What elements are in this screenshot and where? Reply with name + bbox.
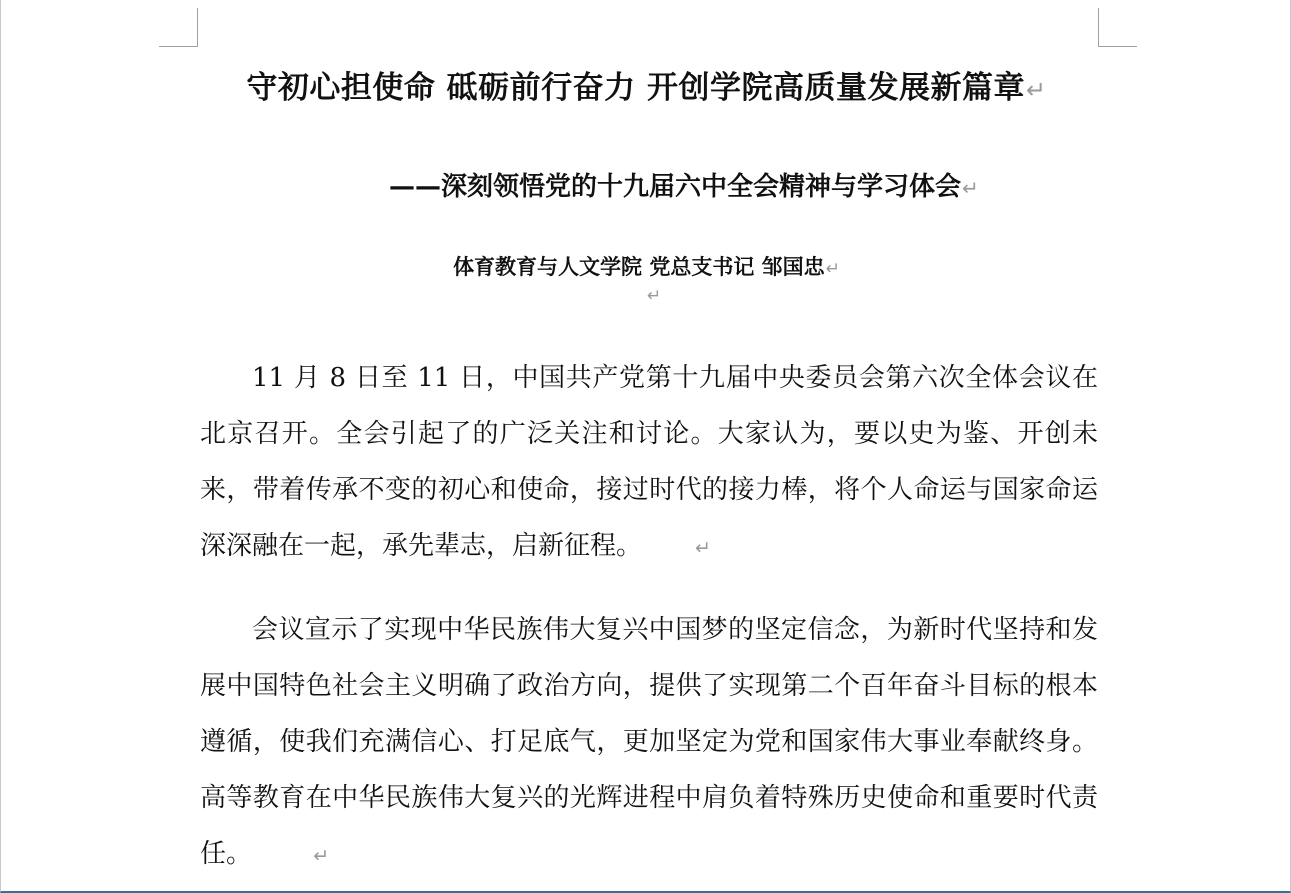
paragraph-mark-icon: ↵ [647,286,662,306]
paragraph-mark-icon: ↵ [825,259,840,279]
subtitle-text: ——深刻领悟党的十九届六中全会精神与学习体会 [389,172,962,202]
empty-paragraph[interactable] [646,286,661,306]
paragraph-mark-icon: ↵ [695,537,711,559]
paragraph-mark-icon: ↵ [1025,76,1047,104]
document-title[interactable] [1,62,1291,107]
paragraph-mark-icon: ↵ [962,176,979,200]
author-text: 体育教育与人文学院 党总支书记 邹国忠 [453,254,825,279]
paragraph-mark-icon: ↵ [313,845,330,867]
paragraph-text: 11 月 8 日至 11 日，中国共产党第十九届中央委员会第六次全体会议在北京召开。全会引起了的广泛关注和讨论。大家认为，要以史为鉴、开创未来，带着传承不变的初心和使命，接过时代的接力棒，将个人命运与国家命运深深融在一起，承先辈志，启新征程。 [200,363,1098,561]
crop-mark-top-right [1098,8,1137,47]
body-paragraph[interactable] [200,350,1098,576]
paragraph-text: 会议宣示了实现中华民族伟大复兴中国梦的坚定信念，为新时代坚持和发展中国特色社会主义明确了政治方向，提供了实现第二个百年奋斗目标的根本遵循，使我们充满信心、打足底气，更加坚定为党和国家伟大事业奉献终身。高等教育在中华民族伟大复兴的光辉进程中肩负着特殊历史使命和重要时代责任。 [200,615,1098,869]
crop-mark-top-left [159,8,198,47]
title-text: 守初心担使命 砥砺前行奋力 开创学院高质量发展新篇章 [246,70,1025,106]
body-paragraph[interactable] [200,602,1098,884]
document-subtitle[interactable] [389,166,979,203]
document-author[interactable] [1,251,1291,281]
